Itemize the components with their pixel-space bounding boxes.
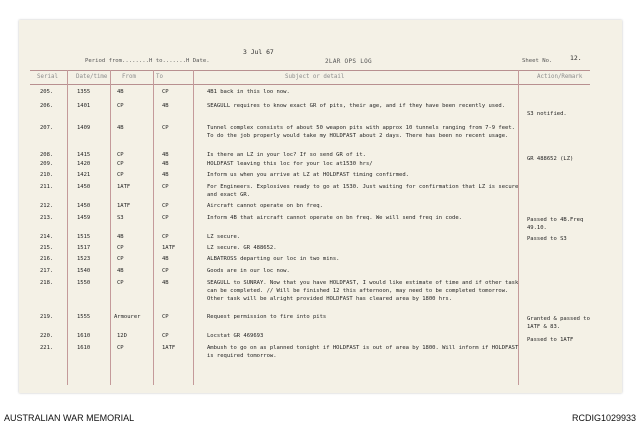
row-serial: 206. xyxy=(40,103,54,109)
row-from: 1ATF xyxy=(117,184,131,190)
row-detail: LZ secure. xyxy=(207,234,241,240)
row-detail: LZ secure. GR 488652. xyxy=(207,245,277,251)
row-time: 1610 xyxy=(77,333,91,339)
row-to: 4B xyxy=(162,172,169,178)
col-header-from: From xyxy=(122,74,136,80)
row-time: 1523 xyxy=(77,256,91,262)
row-time: 1415 xyxy=(77,152,91,158)
row-detail: Aircraft cannot operate on bn freq. xyxy=(207,203,323,209)
row-from: 4B xyxy=(117,268,124,274)
row-from: 4B xyxy=(117,89,124,95)
row-serial: 208. xyxy=(40,152,54,158)
row-to: CP xyxy=(162,333,169,339)
row-serial: 217. xyxy=(40,268,54,274)
row-to: 4B xyxy=(162,256,169,262)
row-from: CP xyxy=(117,280,124,286)
row-serial: 205. xyxy=(40,89,54,95)
row-to: CP xyxy=(162,215,169,221)
row-to: 1ATF xyxy=(162,345,176,351)
row-to: CP xyxy=(162,125,169,131)
row-detail: ALBATROSS departing our loc in two mins. xyxy=(207,256,340,262)
row-detail: 4B1 back in this loo now. xyxy=(207,89,290,95)
row-serial: 214. xyxy=(40,234,54,240)
row-serial: 215. xyxy=(40,245,54,251)
footer-publisher: AUSTRALIAN WAR MEMORIAL xyxy=(4,413,135,423)
row-time: 1421 xyxy=(77,172,91,178)
row-from: 12D xyxy=(117,333,127,339)
row-to: 4B xyxy=(162,161,169,167)
row-time: 1409 xyxy=(77,125,91,131)
row-detail: For Engineers. Explosives ready to go at 1530. Just waiting for confirmation that LZ is secure and exact GR. xyxy=(207,184,519,198)
row-action: Passed to S3 xyxy=(527,236,567,242)
row-time: 1459 xyxy=(77,215,91,221)
col-header-datetime: Date/time xyxy=(76,74,108,80)
row-time: 1517 xyxy=(77,245,91,251)
row-from: CP xyxy=(117,256,124,262)
sheet-number: 12. xyxy=(570,54,582,62)
row-to: 4B xyxy=(162,280,169,286)
log-date: 3 Jul 67 xyxy=(243,48,274,56)
footer-record-id: RCDIG1029933 xyxy=(571,413,636,423)
row-from: Armourer xyxy=(114,314,141,320)
col-header-subject: Subject or detail xyxy=(285,74,345,80)
row-time: 1420 xyxy=(77,161,91,167)
row-detail: Tunnel complex consists of about 50 weapon pits with approx 10 tunnels ranging from 7-9 feet. To do the job properly would take my HOLDFAST about 2 days. There has been no recent usage. xyxy=(207,125,515,139)
row-serial: 209. xyxy=(40,161,54,167)
column-divider xyxy=(193,70,194,385)
row-to: CP xyxy=(162,184,169,190)
row-serial: 210. xyxy=(40,172,54,178)
row-from: CP xyxy=(117,345,124,351)
row-from: CP xyxy=(117,103,124,109)
row-action: Passed to 1ATF xyxy=(527,337,574,343)
row-time: 1401 xyxy=(77,103,91,109)
row-serial: 220. xyxy=(40,333,54,339)
row-time: 1555 xyxy=(77,314,91,320)
row-serial: 212. xyxy=(40,203,54,209)
row-to: CP xyxy=(162,89,169,95)
row-detail: SEAGULL to SUNRAY. Now that you have HOLDFAST, I would like estimate of time and if other task can be completed. // Will be finished 12 this afternoon, may need to be completed tomorrow. Other task will be alright provided HOLDFAST has cleared area by 1800 hrs. xyxy=(207,280,519,302)
row-serial: 211. xyxy=(40,184,54,190)
row-detail: HOLDFAST leaving this loc for your loc at1530 hrs/ xyxy=(207,161,373,167)
row-to: CP xyxy=(162,234,169,240)
column-divider xyxy=(110,70,111,385)
row-to: CP xyxy=(162,314,169,320)
row-from: CP xyxy=(117,245,124,251)
row-detail: Inform 4B that aircraft cannot operate on bn freq. We will send freq in code. xyxy=(207,215,462,221)
column-divider xyxy=(153,70,154,385)
row-action: S3 notified. xyxy=(527,111,567,117)
column-divider xyxy=(67,70,68,385)
row-time: 1450 xyxy=(77,203,91,209)
header-rule-bottom xyxy=(30,84,590,85)
row-to: 1ATF xyxy=(162,245,176,251)
row-action: Passed to 4B.Freq 49.10. xyxy=(527,217,584,231)
row-to: 4B xyxy=(162,152,169,158)
row-to: CP xyxy=(162,203,169,209)
row-to: 4B xyxy=(162,103,169,109)
row-action: GR 488652 (LZ) xyxy=(527,156,574,162)
row-detail: Ambush to go on as planned tonight if HOLDFAST is out of area by 1800. Will inform if HOLDFAST is required tomorrow. xyxy=(207,345,519,359)
period-label: Period from........H to.......H Date. xyxy=(85,58,210,64)
row-serial: 216. xyxy=(40,256,54,262)
row-from: CP xyxy=(117,172,124,178)
sheet-no-label: Sheet No. xyxy=(522,58,553,64)
row-serial: 207. xyxy=(40,125,54,131)
row-time: 1610 xyxy=(77,345,91,351)
row-from: 1ATF xyxy=(117,203,131,209)
row-time: 1550 xyxy=(77,280,91,286)
log-title: 2LAR OPS LOG xyxy=(325,58,372,65)
row-serial: 219. xyxy=(40,314,54,320)
row-to: CP xyxy=(162,268,169,274)
row-serial: 221. xyxy=(40,345,54,351)
row-detail: Request permission to fire into pits xyxy=(207,314,327,320)
col-header-serial: Serial xyxy=(37,74,58,80)
header-rule-top xyxy=(30,70,590,71)
row-serial: 218. xyxy=(40,280,54,286)
row-detail: Inform us when you arrive at LZ at HOLDFAST timing confirmed. xyxy=(207,172,409,178)
row-time: 1355 xyxy=(77,89,91,95)
col-header-action: Action/Remark xyxy=(537,74,583,80)
row-time: 1540 xyxy=(77,268,91,274)
row-detail: Goods are in our loc now. xyxy=(207,268,290,274)
row-detail: SEAGULL requires to know exact GR of pits, their age, and if they have been recently used. xyxy=(207,103,506,109)
row-time: 1515 xyxy=(77,234,91,240)
col-header-to: To xyxy=(156,74,163,80)
row-from: CP xyxy=(117,152,124,158)
row-from: CP xyxy=(117,161,124,167)
row-from: 4B xyxy=(117,125,124,131)
row-from: S3 xyxy=(117,215,124,221)
row-time: 1450 xyxy=(77,184,91,190)
row-serial: 213. xyxy=(40,215,54,221)
row-action: Granted & passed to 1ATF & 83. xyxy=(527,316,590,330)
row-detail: Is there an LZ in your loc? If so send GR of it. xyxy=(207,152,366,158)
row-from: 4B xyxy=(117,234,124,240)
row-detail: Locstat GR 469693 xyxy=(207,333,264,339)
